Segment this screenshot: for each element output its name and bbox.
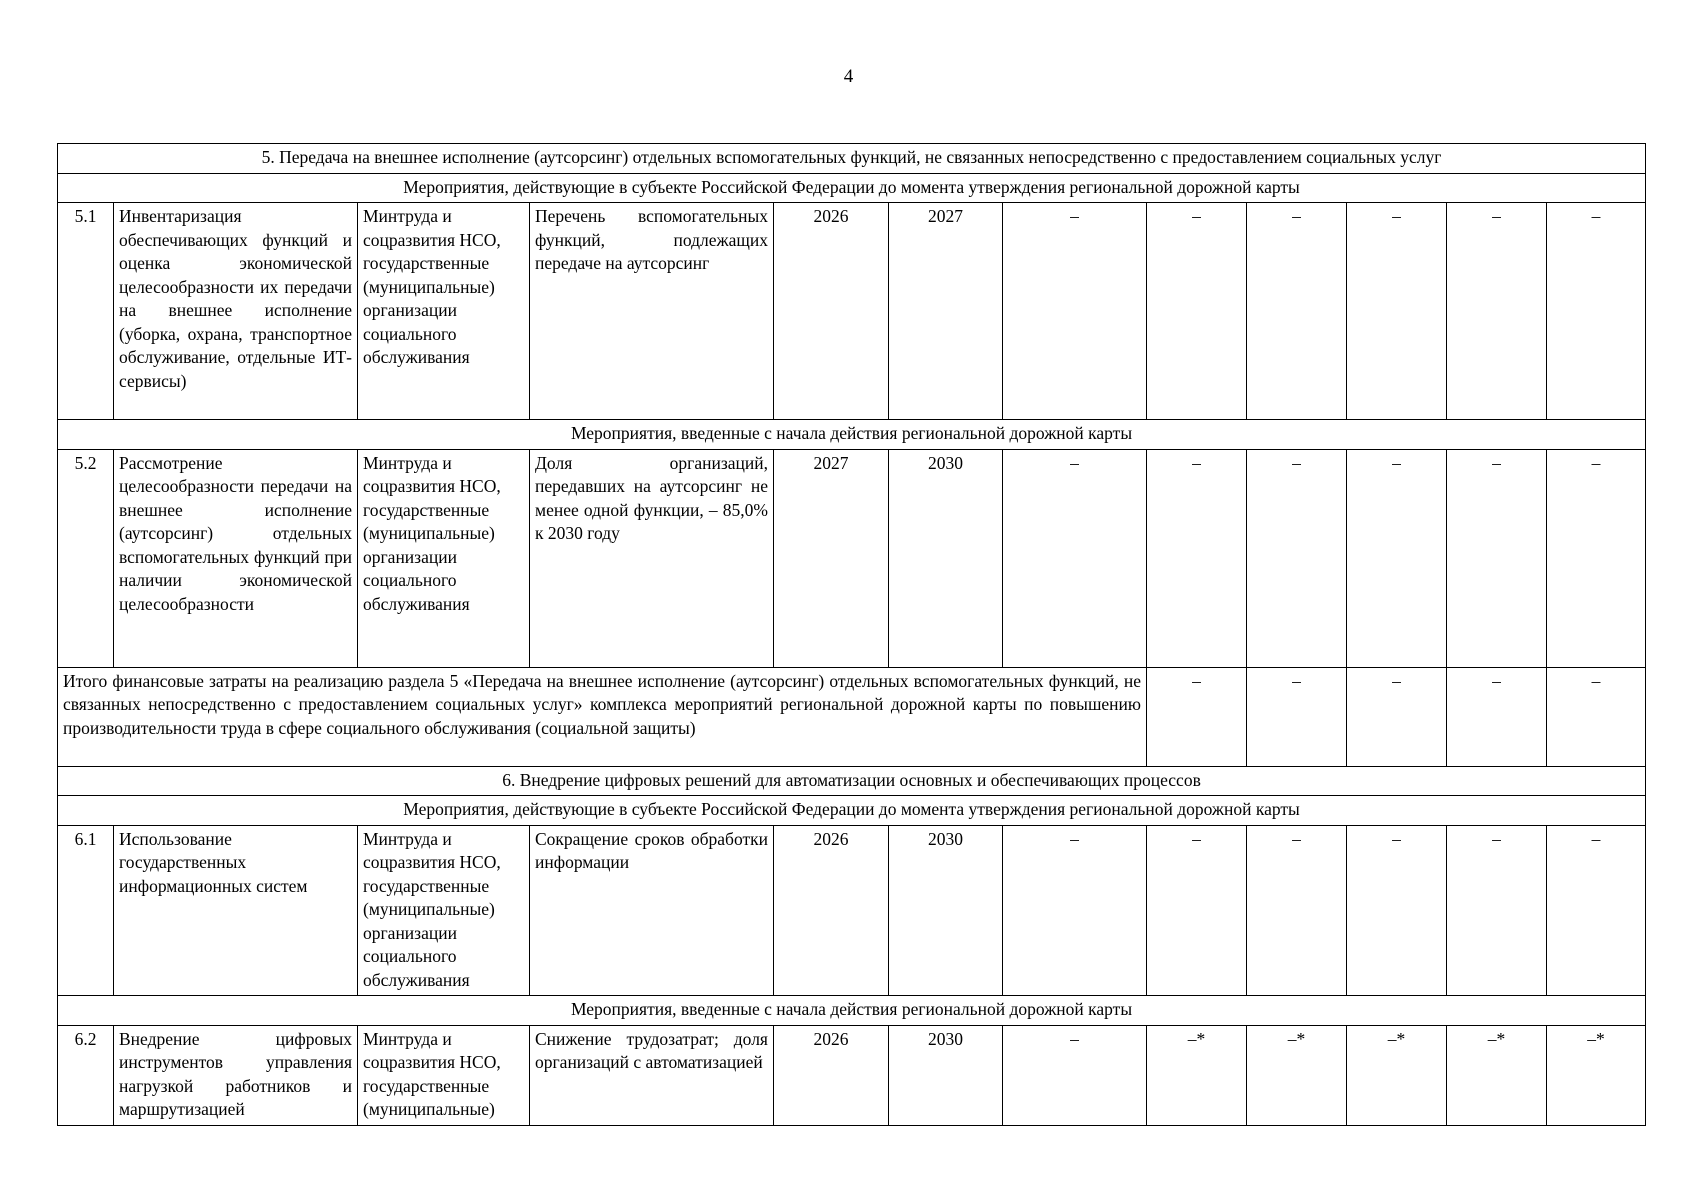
table-row	[58, 449, 1646, 667]
measure-name: Использование государственных информационных систем	[114, 825, 358, 996]
total-costs-text: Итого финансовые затраты на реализацию раздела 5 «Передача на внешнее исполнение (аутсорсинг) отдельных вспомогательных функций, не связанных непосредственно с предоставлением социальных услуг» комплекса мероприятий региональной дорожной карты по повышению производительности труда в сфере социального обслуживания (социальной защиты)	[58, 667, 1147, 766]
expected-result: Снижение трудозатрат; доля организаций с автоматизацией	[530, 1025, 774, 1125]
value-cell: –	[1247, 825, 1347, 996]
measure-name: Рассмотрение целесообразности передачи на внешнее исполнение (аутсорсинг) отдельных вспомогательных функций при наличии экономической целесообразности	[114, 449, 358, 667]
end-year: 2027	[889, 203, 1003, 420]
value-cell: –	[1447, 667, 1547, 766]
executor: Минтруда и соцразвития НСО, государственные (муниципальные) организации социального обслуживания	[358, 825, 530, 996]
section-5-title: 5. Передача на внешнее исполнение (аутсорсинг) отдельных вспомогательных функций, не связанных непосредственно с предоставлением социальных услуг	[58, 144, 1646, 174]
value-cell: –	[1003, 449, 1147, 667]
row-number: 6.1	[58, 825, 114, 996]
value-cell: –	[1547, 203, 1646, 420]
subheading-existing: Мероприятия, действующие в субъекте Российской Федерации до момента утверждения региональной дорожной карты	[58, 796, 1646, 826]
executor: Минтруда и соцразвития НСО, государственные (муниципальные) организации социального обслуживания	[358, 203, 530, 420]
value-cell: –	[1347, 449, 1447, 667]
measure-name: Внедрение цифровых инструментов управления нагрузкой работников и маршрутизацией	[114, 1025, 358, 1125]
roadmap-table	[57, 143, 1646, 1126]
value-cell: –*	[1347, 1025, 1447, 1125]
value-cell: –	[1003, 203, 1147, 420]
value-cell: –*	[1547, 1025, 1646, 1125]
value-cell: –	[1247, 449, 1347, 667]
page-number: 4	[843, 66, 854, 87]
end-year: 2030	[889, 449, 1003, 667]
row-number: 5.1	[58, 203, 114, 420]
value-cell: –	[1447, 825, 1547, 996]
subheading-new: Мероприятия, введенные с начала действия региональной дорожной карты	[58, 420, 1646, 450]
row-number: 6.2	[58, 1025, 114, 1125]
section-6-title: 6. Внедрение цифровых решений для автоматизации основных и обеспечивающих процессов	[58, 766, 1646, 796]
value-cell: –	[1247, 203, 1347, 420]
end-year: 2030	[889, 825, 1003, 996]
expected-result: Доля организаций, передавших на аутсорсинг не менее одной функции, – 85,0% к 2030 году	[530, 449, 774, 667]
table-row	[58, 825, 1646, 996]
subheading-row	[58, 996, 1646, 1026]
expected-result: Сокращение сроков обработки информации	[530, 825, 774, 996]
value-cell: –*	[1147, 1025, 1247, 1125]
value-cell: –	[1347, 203, 1447, 420]
row-number: 5.2	[58, 449, 114, 667]
end-year: 2030	[889, 1025, 1003, 1125]
table-row	[58, 203, 1646, 420]
value-cell: –	[1347, 825, 1447, 996]
value-cell: –	[1447, 203, 1547, 420]
value-cell: –	[1247, 667, 1347, 766]
value-cell: –	[1003, 825, 1147, 996]
value-cell: –	[1147, 449, 1247, 667]
subheading-row	[58, 420, 1646, 450]
subheading-row	[58, 796, 1646, 826]
expected-result: Перечень вспомогательных функций, подлежащих передаче на аутсорсинг	[530, 203, 774, 420]
value-cell: –	[1547, 449, 1646, 667]
start-year: 2026	[774, 203, 889, 420]
value-cell: –*	[1247, 1025, 1347, 1125]
section-6-header-row	[58, 766, 1646, 796]
start-year: 2027	[774, 449, 889, 667]
subheading-existing: Мероприятия, действующие в субъекте Российской Федерации до момента утверждения региональной дорожной карты	[58, 173, 1646, 203]
total-row	[58, 667, 1646, 766]
value-cell: –	[1347, 667, 1447, 766]
section-5-header-row	[58, 144, 1646, 174]
value-cell: –	[1147, 203, 1247, 420]
value-cell: –	[1447, 449, 1547, 667]
subheading-new: Мероприятия, введенные с начала действия региональной дорожной карты	[58, 996, 1646, 1026]
start-year: 2026	[774, 1025, 889, 1125]
measure-name: Инвентаризация обеспечивающих функций и оценка экономической целесообразности их передачи на внешнее исполнение (уборка, охрана, транспортное обслуживание, отдельные ИТ-сервисы)	[114, 203, 358, 420]
table-row	[58, 1025, 1646, 1125]
value-cell: –	[1547, 825, 1646, 996]
subheading-row	[58, 173, 1646, 203]
value-cell: –	[1547, 667, 1646, 766]
value-cell: –*	[1447, 1025, 1547, 1125]
value-cell: –	[1003, 1025, 1147, 1125]
start-year: 2026	[774, 825, 889, 996]
value-cell: –	[1147, 667, 1247, 766]
value-cell: –	[1147, 825, 1247, 996]
executor: Минтруда и соцразвития НСО, государственные (муниципальные) организации социального обслуживания	[358, 449, 530, 667]
executor: Минтруда и соцразвития НСО, государственные (муниципальные)	[358, 1025, 530, 1125]
